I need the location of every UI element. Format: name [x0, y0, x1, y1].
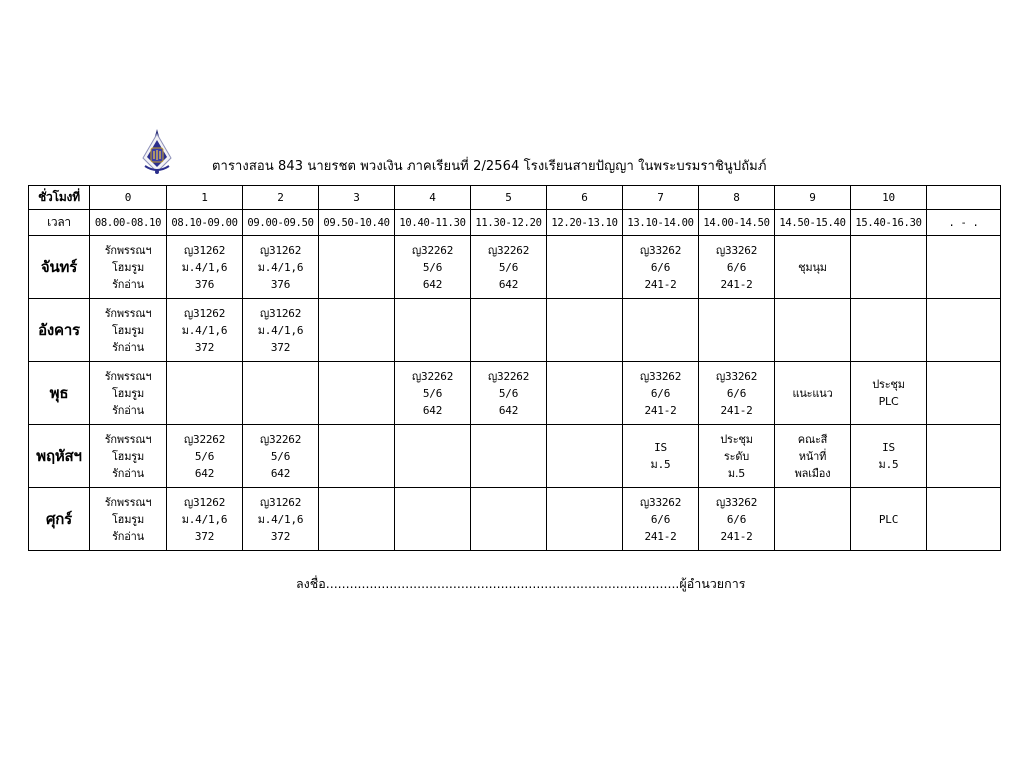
schedule-cell: [319, 362, 395, 425]
schedule-cell: [623, 299, 699, 362]
schedule-cell: [243, 299, 319, 362]
schedule-cell: [775, 425, 851, 488]
period-number-cell: 2: [243, 186, 319, 210]
period-number-cell: 8: [699, 186, 775, 210]
schedule-cell: [851, 236, 927, 299]
schedule-cell: [623, 362, 699, 425]
schedule-cell: [319, 299, 395, 362]
schedule-cell: [851, 425, 927, 488]
day-row: [29, 425, 1001, 488]
schedule-cell: [699, 425, 775, 488]
schedule-cell: [90, 362, 167, 425]
schedule-cell-text: ญ32262 5/6 642: [487, 369, 530, 417]
schedule-cell: [547, 299, 623, 362]
schedule-cell: [699, 236, 775, 299]
day-label: จันทร์: [29, 236, 90, 299]
schedule-cell: [243, 362, 319, 425]
schedule-cell: [167, 488, 243, 551]
schedule-cell-text: PLC: [878, 512, 899, 526]
schedule-cell-text: ชุมนุม: [798, 260, 827, 274]
schedule-cell: [851, 299, 927, 362]
period-number-cell: 1: [167, 186, 243, 210]
time-slot-cell: 14.50-15.40: [775, 210, 851, 236]
schedule-cell: [699, 299, 775, 362]
timetable: [28, 185, 1001, 551]
schedule-cell: [90, 425, 167, 488]
schedule-cell: [471, 299, 547, 362]
period-number-cell: 5: [471, 186, 547, 210]
schedule-cell-text: รักพรรณฯ โฮมรูม รักอ่าน: [104, 369, 152, 417]
schedule-cell-text: ญ33262 6/6 241-2: [639, 369, 682, 417]
schedule-cell: [623, 425, 699, 488]
time-slot-cell: 09.50-10.40: [319, 210, 395, 236]
schedule-cell: [395, 299, 471, 362]
schedule-cell-text: ประชุม ระดับ ม.5: [720, 432, 753, 480]
header: [140, 128, 900, 178]
schedule-cell-text: รักพรรณฯ โฮมรูม รักอ่าน: [104, 243, 152, 291]
day-row: [29, 236, 1001, 299]
period-number-cell: 6: [547, 186, 623, 210]
day-label: พุธ: [29, 362, 90, 425]
schedule-cell-text: ญ31262 ม.4/1,6 376: [257, 243, 304, 291]
schedule-cell-text: ประชุม PLC: [872, 378, 905, 408]
schedule-cell: [927, 362, 1001, 425]
schedule-cell-text: ญ32262 5/6 642: [411, 243, 454, 291]
schedule-cell-text: IS ม.5: [650, 441, 671, 471]
time-slot-cell: 08.10-09.00: [167, 210, 243, 236]
schedule-cell: [775, 299, 851, 362]
day-label: อังคาร: [29, 299, 90, 362]
schedule-cell: [927, 299, 1001, 362]
schedule-cell: [775, 236, 851, 299]
time-slot-cell: 10.40-11.30: [395, 210, 471, 236]
schedule-cell-text: IS ม.5: [878, 441, 899, 471]
schedule-cell: [167, 299, 243, 362]
day-row: [29, 299, 1001, 362]
time-slot-cell: 11.30-12.20: [471, 210, 547, 236]
time-slot-cell: 13.10-14.00: [623, 210, 699, 236]
schedule-cell: [851, 362, 927, 425]
schedule-cell: [90, 488, 167, 551]
day-row: [29, 488, 1001, 551]
schedule-cell: [243, 425, 319, 488]
time-slot-cell: . - .: [927, 210, 1001, 236]
time-row: [29, 210, 1001, 236]
period-header-label: ชั่วโมงที่: [29, 186, 90, 210]
schedule-cell-text: ญ33262 6/6 241-2: [639, 243, 682, 291]
schedule-cell: [471, 236, 547, 299]
schedule-cell-text: ญ33262 6/6 241-2: [715, 495, 758, 543]
time-slot-cell: 14.00-14.50: [699, 210, 775, 236]
schedule-cell-text: แนะแนว: [792, 386, 833, 400]
schedule-cell: [471, 488, 547, 551]
schedule-cell: [319, 425, 395, 488]
period-number-cell: [927, 186, 1001, 210]
schedule-cell: [319, 236, 395, 299]
schedule-cell-text: ญ33262 6/6 241-2: [715, 243, 758, 291]
school-crest-icon: [140, 128, 174, 176]
schedule-cell-text: ญ32262 5/6 642: [487, 243, 530, 291]
schedule-cell: [395, 488, 471, 551]
schedule-cell: [775, 362, 851, 425]
period-number-cell: 10: [851, 186, 927, 210]
page-title: ตารางสอน 843 นายรชต พวงเงิน ภาคเรียนที่ 2/2564 โรงเรียนสายปัญญา ในพระบรมราชินูปถัมภ์: [212, 159, 767, 174]
schedule-cell: [775, 488, 851, 551]
schedule-cell: [167, 425, 243, 488]
schedule-cell: [395, 425, 471, 488]
schedule-cell-text: ญ33262 6/6 241-2: [715, 369, 758, 417]
time-slot-cell: 15.40-16.30: [851, 210, 927, 236]
day-label: ศุกร์: [29, 488, 90, 551]
schedule-cell: [927, 488, 1001, 551]
schedule-cell-text: ญ31262 ม.4/1,6 372: [181, 495, 228, 543]
schedule-cell-text: ญ32262 5/6 642: [411, 369, 454, 417]
day-label: พฤหัสฯ: [29, 425, 90, 488]
day-row: [29, 362, 1001, 425]
schedule-cell: [547, 236, 623, 299]
period-number-cell: 9: [775, 186, 851, 210]
schedule-cell: [547, 425, 623, 488]
schedule-cell: [547, 488, 623, 551]
schedule-cell-text: ญ33262 6/6 241-2: [639, 495, 682, 543]
schedule-cell-text: ญ31262 ม.4/1,6 372: [257, 306, 304, 354]
schedule-cell: [395, 236, 471, 299]
time-slot-cell: 12.20-13.10: [547, 210, 623, 236]
schedule-cell: [471, 362, 547, 425]
schedule-cell: [243, 236, 319, 299]
period-number-cell: 0: [90, 186, 167, 210]
schedule-cell: [319, 488, 395, 551]
schedule-cell-text: คณะสี หน้าที่ พลเมือง: [794, 432, 831, 480]
time-slot-cell: 09.00-09.50: [243, 210, 319, 236]
period-number-cell: 3: [319, 186, 395, 210]
schedule-cell-text: ญ31262 ม.4/1,6 372: [181, 306, 228, 354]
schedule-cell: [167, 362, 243, 425]
schedule-cell: [851, 488, 927, 551]
period-number-cell: 4: [395, 186, 471, 210]
period-number-cell: 7: [623, 186, 699, 210]
period-row: [29, 186, 1001, 210]
schedule-cell: [699, 488, 775, 551]
schedule-cell-text: รักพรรณฯ โฮมรูม รักอ่าน: [104, 306, 152, 354]
schedule-cell: [623, 236, 699, 299]
schedule-cell: [395, 362, 471, 425]
timetable-body: [29, 186, 1001, 551]
schedule-cell-text: รักพรรณฯ โฮมรูม รักอ่าน: [104, 432, 152, 480]
schedule-cell-text: ญ32262 5/6 642: [183, 432, 226, 480]
schedule-cell: [547, 362, 623, 425]
time-slot-cell: 08.00-08.10: [90, 210, 167, 236]
schedule-cell: [927, 236, 1001, 299]
schedule-cell: [243, 488, 319, 551]
schedule-cell: [167, 236, 243, 299]
schedule-cell: [927, 425, 1001, 488]
schedule-cell: [471, 425, 547, 488]
schedule-cell-text: รักพรรณฯ โฮมรูม รักอ่าน: [104, 495, 152, 543]
schedule-cell-text: ญ32262 5/6 642: [259, 432, 302, 480]
schedule-cell: [90, 299, 167, 362]
signature-line: ลงชื่อ.........................................................................................ผู้อำนวยการ: [296, 576, 746, 591]
schedule-cell: [90, 236, 167, 299]
schedule-cell: [699, 362, 775, 425]
schedule-cell: [623, 488, 699, 551]
time-header-label: เวลา: [29, 210, 90, 236]
schedule-cell-text: ญ31262 ม.4/1,6 376: [181, 243, 228, 291]
schedule-cell-text: ญ31262 ม.4/1,6 372: [257, 495, 304, 543]
